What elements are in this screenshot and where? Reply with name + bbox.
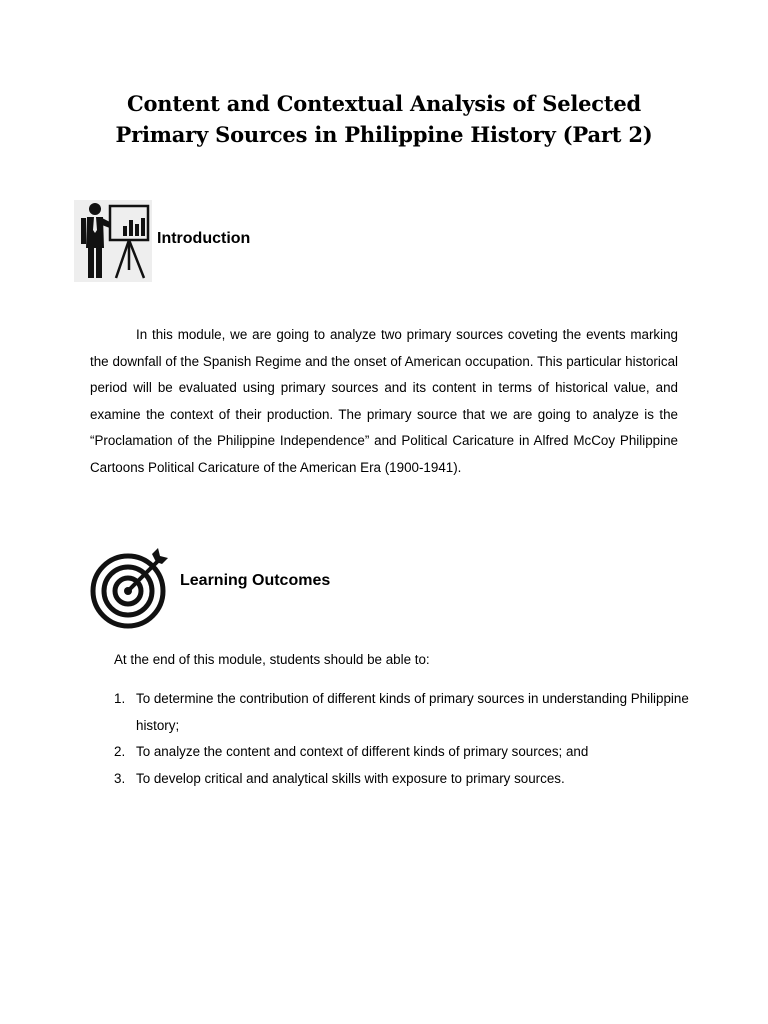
introduction-heading: Introduction — [157, 230, 251, 247]
list-item-text: To determine the contribution of different kinds of primary sources in understanding Philippine history; — [136, 691, 689, 733]
list-item-number: 1. — [114, 691, 126, 706]
title-line-1: Content and Contextual Analysis of Selected — [126, 91, 642, 116]
target-arrow-icon — [86, 540, 178, 632]
list-item — [114, 686, 694, 739]
list-item-text: To analyze the content and context of different kinds of primary sources; and — [136, 744, 589, 759]
introduction-paragraph — [90, 322, 678, 482]
learning-outcomes-heading: Learning Outcomes — [180, 572, 331, 589]
list-item-number: 2. — [114, 744, 126, 759]
introduction-text: In this module, we are going to analyze two primary sources coveting the events marking the downfall of the Spanish Regime and the onset of American occupation. This particular historical period will be evaluated using primary sources and its content in terms of historical value, and examine the context of their production. The primary source that we are going to analyze is the “Proclamation of the Philippine Independence” and Political Caricature in Alfred McCoy Philippine Cartoons Political Caricature of the American Era (1900-1941). — [90, 327, 678, 475]
document-title — [60, 88, 708, 150]
list-item — [114, 739, 694, 766]
title-line-2: Primary Sources in Philippine History (Part 2) — [115, 122, 653, 147]
list-item-text: To develop critical and analytical skills with exposure to primary sources. — [136, 770, 565, 786]
list-item-number: 3. — [114, 770, 126, 786]
presenter-chart-icon — [74, 200, 152, 282]
learning-outcomes-list — [114, 686, 694, 792]
learning-outcomes-lead: At the end of this module, students should be able to: — [114, 652, 430, 667]
list-item — [114, 766, 694, 793]
